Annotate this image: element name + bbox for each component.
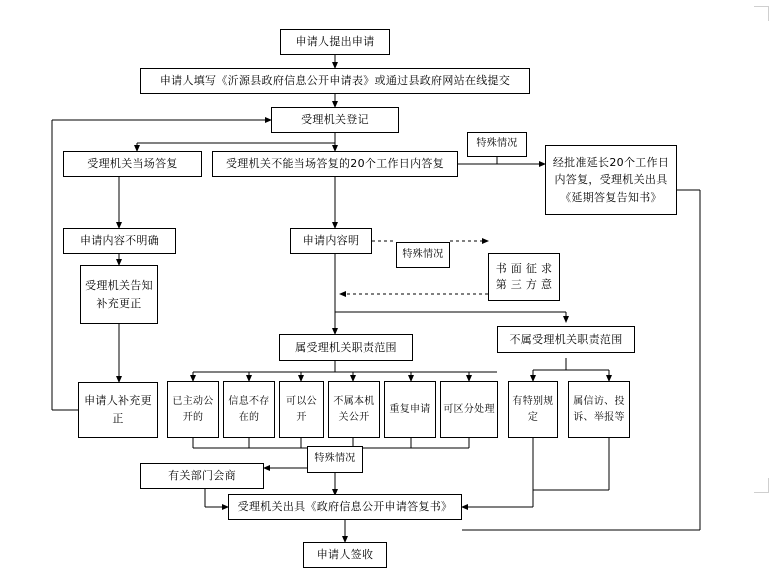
node-registration[interactable]: 受理机关登记 (271, 107, 399, 133)
node-petition-complaint[interactable]: 属信访、投诉、举报等 (568, 381, 630, 438)
node-info-not-exist[interactable]: 信息不存在的 (223, 381, 275, 438)
node-onsite-reply[interactable]: 受理机关当场答复 (63, 151, 202, 177)
node-within-duty-scope[interactable]: 属受理机关职责范围 (279, 334, 413, 361)
node-duplicate-request[interactable]: 重复申请 (384, 381, 436, 438)
page-corner-top-right (754, 6, 769, 21)
node-applicant-submit[interactable]: 申请人提出申请 (280, 29, 390, 55)
node-20day-reply[interactable]: 受理机关不能当场答复的20个工作日内答复 (212, 151, 458, 177)
page-corner-bottom-right (754, 478, 769, 493)
node-content-unclear[interactable]: 申请内容不明确 (63, 228, 176, 254)
node-third-party-opinion[interactable]: 书 面 征 求 第 三 方 意 (488, 253, 560, 301)
node-applicant-supplement[interactable]: 申请人补充更正 (78, 382, 158, 438)
node-fill-application-form[interactable]: 申请人填写《沂源县政府信息公开申请表》或通过县政府网站在线提交 (140, 68, 530, 94)
node-special-case-third-party[interactable]: 特殊情况 (396, 242, 450, 268)
node-can-be-public[interactable]: 可以公开 (279, 381, 324, 438)
node-special-regulation[interactable]: 有特别规定 (508, 381, 558, 438)
node-extended-reply[interactable]: 经批准延长20个工作日内答复，受理机关出具《延期答复告知书》 (545, 145, 677, 215)
node-separable-handling[interactable]: 可区分处理 (440, 381, 498, 438)
node-special-case-top[interactable]: 特殊情况 (467, 132, 527, 157)
node-applicant-receipt[interactable]: 申请人签收 (303, 542, 387, 568)
node-content-clear[interactable]: 申请内容明 (290, 228, 372, 254)
node-notify-supplement[interactable]: 受理机关告知补充更正 (80, 265, 158, 324)
node-already-public[interactable]: 已主动公开的 (167, 381, 219, 438)
node-issue-reply-document[interactable]: 受理机关出具《政府信息公开申请答复书》 (228, 494, 462, 520)
node-not-this-agency[interactable]: 不属本机关公开 (328, 381, 380, 438)
node-outside-duty-scope[interactable]: 不属受理机关职责范围 (497, 326, 635, 353)
node-department-consultation[interactable]: 有关部门会商 (140, 463, 264, 489)
node-special-case-consult[interactable]: 特殊情况 (307, 446, 363, 473)
